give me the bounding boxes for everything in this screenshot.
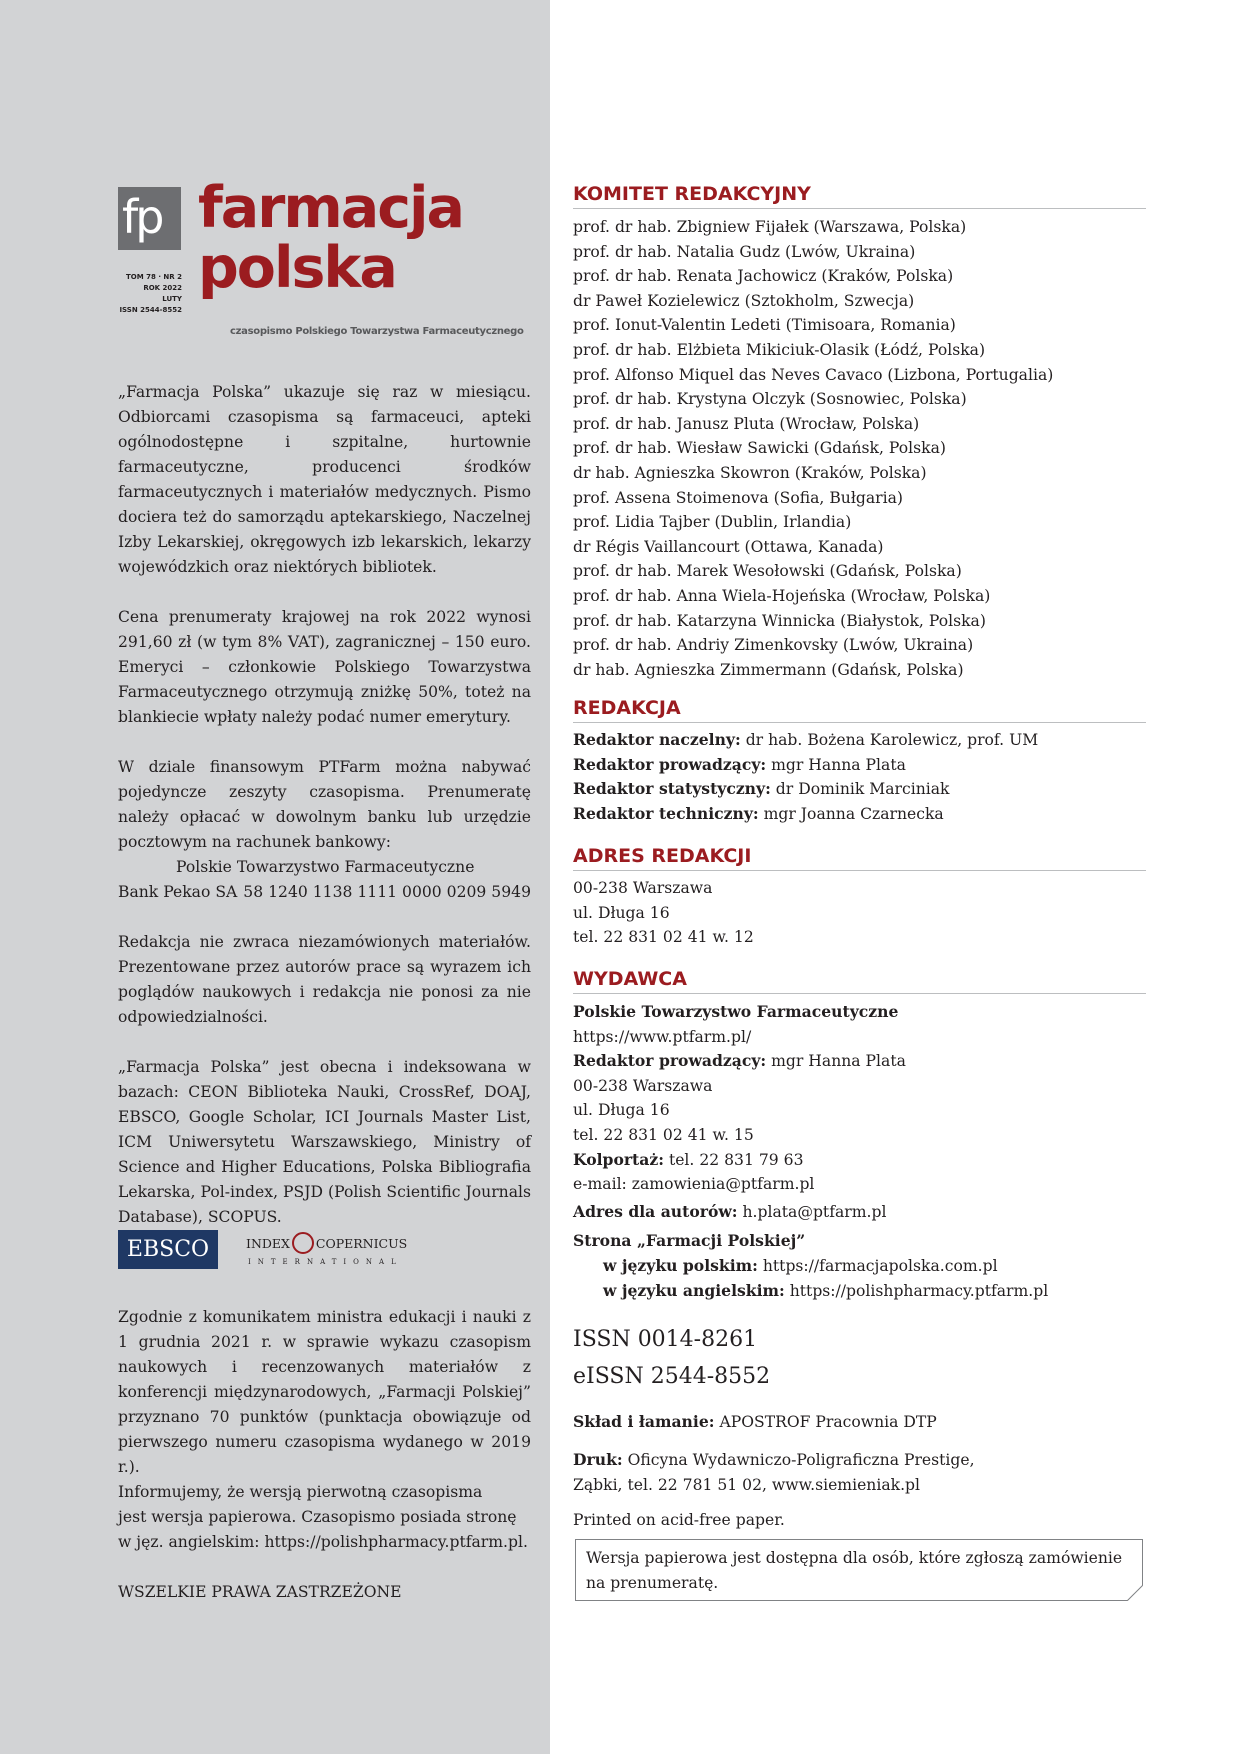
bank-account-line [118,880,531,905]
authors-address [573,1200,1153,1225]
version-line: Informujemy, że wersją pierwotną czasopisma [118,1483,483,1501]
committee-member: prof. dr hab. Elżbieta Mikiciuk-Olasik (Łódź, Polska) [573,340,986,359]
committee-member: prof. dr hab. Zbigniew Fijałek (Warszawa, Polska) [573,218,967,236]
editor-role: Redaktor prowadzący: [573,754,767,774]
editor-name: dr hab. Bożena Karolewicz, prof. UM [740,731,1039,749]
issue-month: LUTY [162,295,182,303]
paper-version-notice [575,1539,1143,1601]
distribution-phone: tel. 22 831 79 63 [663,1150,804,1169]
publisher-url[interactable]: https://www.ptfarm.pl/ [573,1027,752,1046]
journal-subtitle: czasopismo Polskiego Towarzystwa Farmaceutycznego [230,326,524,337]
price-paragraph [118,605,531,730]
website-polish [573,1254,1153,1279]
address-line: 00-238 Warszawa [573,879,713,897]
version-line: jest wersja papierowa. Czasopismo posiada stronę [118,1508,517,1526]
publisher-phone: tel. 22 831 02 41 w. 15 [573,1125,754,1144]
printing-line [573,1448,1153,1473]
website-english [573,1279,1153,1304]
issn-print: ISSN 0014-8261 [573,1327,758,1352]
journal-logo-mark [118,187,181,250]
intro-paragraph [118,380,531,580]
authors-email[interactable]: h.plata@ptfarm.pl [737,1202,887,1221]
indexing-paragraph [118,1055,531,1230]
editor-row [573,753,1153,778]
bank-account-number: 58 1240 1138 1111 0000 0209 5949 [243,883,531,901]
publisher-heading: WYDAWCA [573,967,1146,994]
committee-heading: KOMITET REDAKCYJNY [573,182,1146,209]
ic-word-international: INTERNATIONAL [248,1258,403,1266]
website-english-url[interactable]: https://polishpharmacy.ptfarm.pl [784,1281,1049,1300]
address-heading: ADRES REDAKCJI [573,844,1146,871]
notice-text: Wersja papierowa jest dostępna dla osób, które zgłoszą zamówienie na prenumeratę. [586,1549,1123,1592]
website-heading [573,1229,1153,1254]
editor-row [573,802,1153,827]
committee-member: dr hab. Agnieszka Zimmermann (Gdańsk, Polska) [573,660,964,679]
payment-text: W dziale finansowym PTFarm można nabywać pojedyncze zeszyty czasopisma. Prenumeratę należy opłacać w dowolnym banku lub urzędzie pocztowym na rachunek bankowy: [118,758,531,851]
issue-info [118,272,182,316]
printing-value: Oficyna Wydawniczo-Poligraficzna Prestige, [622,1451,975,1469]
committee-list [573,215,1153,682]
website-label: Strona „Farmacji Polskiej” [573,1231,806,1251]
points-text: Zgodnie z komunikatem ministra edukacji i nauki z 1 grudnia 2021 r. w sprawie wykazu czasopism naukowych i recenzowanych materiałów z konferencji międzynarodowych, „Farmacji Polskiej” przyznano 70 punktów (punktacja obowiązuje od pierwszego numeru czasopisma wydanego w 2019 r.). [118,1308,531,1476]
printing-contact: Ząbki, tel. 22 781 51 02, www.siemieniak.pl [573,1475,921,1494]
ic-circle-icon [292,1232,314,1254]
disclaimer-paragraph [118,930,531,1030]
bank-recipient: Polskie Towarzystwo Farmaceutyczne [176,858,475,876]
issn-online: eISSN 2544-8552 [573,1364,771,1389]
ic-word-index: INDEX [246,1235,290,1251]
committee-member: prof. dr hab. Marek Wesołowski (Gdańsk, Polska) [573,562,962,581]
publisher-block [573,1000,1153,1303]
committee-member: prof. dr hab. Wiesław Sawicki (Gdańsk, Polska) [573,439,946,458]
journal-title [198,175,464,301]
website-english-label: w języku angielskim: [603,1280,785,1300]
website-polish-url[interactable]: https://farmacjapolska.com.pl [757,1256,998,1275]
typesetting-label: Skład i łamanie: [573,1412,715,1431]
typesetting-line [573,1410,1153,1435]
committee-member: dr Paweł Kozielewicz (Sztokholm, Szwecja) [573,291,915,310]
publisher-street: ul. Długa 16 [573,1101,670,1120]
price-text: Cena prenumeraty krajowej na rok 2022 wynosi 291,60 zł (w tym 8% VAT), zagranicznej – 150 euro. Emeryci – członkowie Polskiego Towarzystwa Farmaceutycznego otrzymują zniżkę 50%, toteż na blankiecie wpłaty należy podać numer emerytury. [118,608,531,726]
editor-name: dr Dominik Marciniak [770,780,950,799]
printing-label: Druk: [573,1450,623,1469]
issue-year: ROK 2022 [143,284,182,292]
publisher-editor-label: Redaktor prowadzący: [573,1051,767,1071]
authors-address-label: Adres dla autorów: [573,1201,738,1221]
editor-name: mgr Joanna Czarnecka [758,804,944,823]
redakcja-list [573,728,1153,826]
editor-row [573,777,1153,802]
committee-member: prof. dr hab. Janusz Pluta (Wrocław, Polska) [573,414,920,433]
committee-member: prof. Alfonso Miquel das Neves Cavaco (Lizbona, Portugalia) [573,365,1054,384]
committee-member: prof. dr hab. Natalia Gudz (Lwów, Ukraina) [573,242,916,261]
payment-paragraph [118,755,531,905]
printing [573,1448,1153,1497]
editor-row [573,728,1153,753]
committee-member: dr hab. Agnieszka Skowron (Kraków, Polska) [573,463,927,482]
committee-member: prof. dr hab. Anna Wiela-Hojeńska (Wrocław, Polska) [573,586,991,605]
committee-member: prof. dr hab. Katarzyna Winnicka (Białystok, Polska) [573,611,986,630]
intro-text: „Farmacja Polska” ukazuje się raz w miesiącu. Odbiorcami czasopisma są farmaceuci, apteki ogólnodostępne i szpitalne, hurtownie farmaceutyczne, producenci środków farmaceutycznych i materiałów medycznych. Pismo dociera też do samorządu aptekarskiego, Naczelnej Izby Lekarskiej, okręgowych izb lekarskich, lekarzy wojewódzkich oraz niektórych bibliotek. [118,383,531,576]
indexing-text: „Farmacja Polska” jest obecna i indeksowana w bazach: CEON Biblioteka Nauki, CrossRef, DOAJ, EBSCO, Google Scholar, ICI Journals Master List, ICM Uniwersytetu Warszawskiego, Ministry of Science and Higher Educations, Polska Bibliografia Lekarska, Pol-index, PSJD (Polish Scientific Journals Database), SCOPUS. [118,1058,531,1226]
issue-issn: ISSN 2544-8552 [119,306,182,314]
address-block [573,876,1153,950]
publisher-name [573,1000,1153,1025]
rights-notice: WSZELKIE PRAWA ZASTRZEŻONE [118,1583,402,1601]
ic-word-copernicus: COPERNICUS [315,1235,408,1251]
publisher-city: 00-238 Warszawa [573,1076,713,1095]
publisher-email[interactable]: e-mail: zamowienia@ptfarm.pl [573,1175,815,1194]
disclaimer-text: Redakcja nie zwraca niezamówionych materiałów. Prezentowane przez autorów prace są wyrazem ich poglądów naukowych i redakcja nie ponosi za nie odpowiedzialności. [118,933,531,1026]
editor-name: mgr Hanna Plata [766,755,906,774]
address-line: ul. Długa 16 [573,903,670,922]
committee-member: prof. Lidia Tajber (Dublin, Irlandia) [573,513,852,532]
redakcja-heading: REDAKCJA [573,696,1146,723]
logo-mark-text: fp [122,190,162,244]
committee-member: prof. Ionut-Valentin Ledeti (Timisoara, Romania) [573,316,956,335]
publisher-editor [573,1049,1153,1074]
folded-corner-icon [1127,1585,1143,1601]
distribution [573,1148,1153,1173]
committee-member: dr Régis Vaillancourt (Ottawa, Kanada) [573,537,884,556]
website-polish-label: w języku polskim: [603,1255,758,1275]
distribution-label: Kolportaż: [573,1149,664,1169]
committee-member: prof. dr hab. Renata Jachowicz (Kraków, Polska) [573,267,954,286]
paper-note: Printed on acid-free paper. [573,1511,785,1529]
journal-title-line2: polska [198,235,396,301]
committee-member: prof. Assena Stoimenova (Sofia, Bułgaria) [573,488,904,507]
version-paragraph [118,1480,531,1555]
address-line: tel. 22 831 02 41 w. 12 [573,928,754,947]
publisher-name-text: Polskie Towarzystwo Farmaceutyczne [573,1002,899,1021]
typesetting [573,1410,1153,1435]
editor-role: Redaktor naczelny: [573,730,741,749]
committee-member: prof. dr hab. Krystyna Olczyk (Sosnowiec, Polska) [573,390,967,409]
ebsco-logo: EBSCO [118,1230,218,1269]
editor-role: Redaktor statystyczny: [573,779,771,799]
version-line: w jęz. angielskim: https://polishpharmacy.ptfarm.pl. [118,1533,528,1551]
typesetting-value: APOSTROF Pracownia DTP [714,1413,937,1431]
index-copernicus-logo [246,1232,416,1272]
publisher-editor-value: mgr Hanna Plata [766,1052,906,1071]
journal-title-line1: farmacja [198,175,464,241]
points-paragraph [118,1305,531,1480]
issue-volume: TOM 78 · NR 2 [126,273,182,281]
editor-role: Redaktor techniczny: [573,803,759,823]
committee-member: prof. dr hab. Andriy Zimenkovsky (Lwów, Ukraina) [573,636,974,655]
bank-name: Bank Pekao SA [118,883,238,901]
